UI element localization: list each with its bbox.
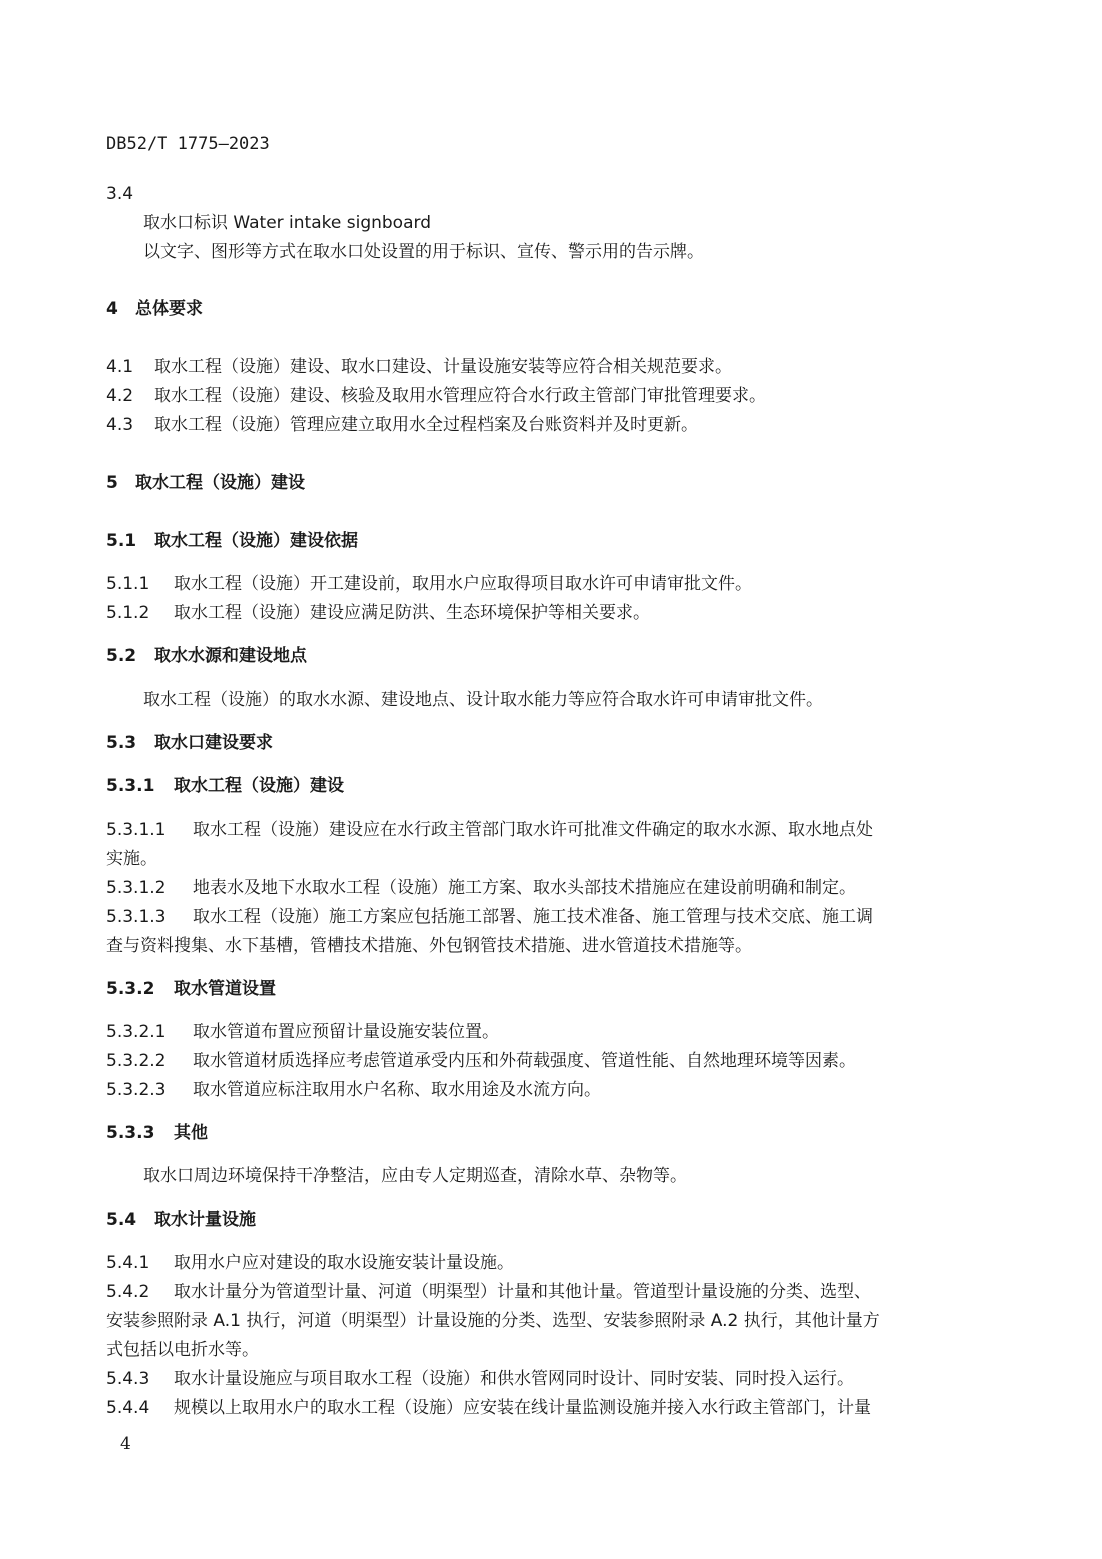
- clause-text: 取用水户应对建设的取水设施安装计量设施。: [174, 1253, 514, 1273]
- page-number: 4: [120, 1434, 131, 1454]
- subsection-number: 5.1: [106, 531, 137, 551]
- clause: [106, 1252, 514, 1274]
- section-title: 总体要求: [135, 299, 203, 319]
- clause: [106, 1397, 871, 1419]
- clause-text: 取水工程（设施）建设应在水行政主管部门取水许可批准文件确定的取水水源、取水地点处: [193, 820, 873, 840]
- subsection-title: 取水工程（设施）建设依据: [154, 531, 358, 551]
- clause-number: 5.1.2: [106, 603, 150, 623]
- clause-number: 5.4.4: [106, 1398, 150, 1418]
- clause-number: 5.4.3: [106, 1369, 150, 1389]
- clause-number: 5.3.2.1: [106, 1022, 166, 1042]
- clause-text: 取水计量分为管道型计量、河道（明渠型）计量和其他计量。管道型计量设施的分类、选型、: [174, 1282, 871, 1302]
- paragraph: 取水口周边环境保持干净整洁，应由专人定期巡查，清除水草、杂物等。: [143, 1166, 687, 1186]
- paragraph: 取水工程（设施）的取水水源、建设地点、设计取水能力等应符合取水许可申请审批文件。: [143, 690, 823, 710]
- subsection-heading: [106, 732, 273, 754]
- clause-number: 5.3.1.1: [106, 820, 166, 840]
- clause: [106, 414, 698, 436]
- term-definition: 以文字、图形等方式在取水口处设置的用于标识、宣传、警示用的告示牌。: [143, 242, 704, 262]
- subsection-number: 5.3.1: [106, 776, 155, 796]
- clause-text: 取水计量设施应与项目取水工程（设施）和供水管网同时设计、同时安装、同时投入运行。: [174, 1369, 854, 1389]
- subsection-heading: [106, 645, 307, 667]
- clause-number: 4.3: [106, 415, 134, 435]
- clause: [106, 385, 766, 407]
- term-title: 取水口标识 Water intake signboard: [143, 213, 431, 233]
- clause: [106, 1021, 499, 1043]
- subsection-title: 取水管道设置: [174, 979, 276, 999]
- clause-number: 3.4: [106, 184, 134, 204]
- section-number: 4: [106, 299, 118, 319]
- clause-number: 5.3.2.2: [106, 1051, 166, 1071]
- clause-number: 5.3.1.3: [106, 907, 166, 927]
- clause-text-continuation: 安装参照附录 A.1 执行，河道（明渠型）计量设施的分类、选型、安装参照附录 A.2 执行，其他计量方: [106, 1311, 880, 1331]
- subsection-heading: [106, 1122, 208, 1144]
- clause-text: 取水工程（设施）开工建设前，取用水户应取得项目取水许可申请审批文件。: [174, 574, 752, 594]
- subsection-heading: [106, 530, 358, 552]
- subsection-heading: [106, 775, 344, 797]
- subsection-heading: [106, 1209, 256, 1231]
- subsection-heading: [106, 978, 276, 1000]
- section-title: 取水工程（设施）建设: [135, 473, 305, 493]
- clause-number: 4.1: [106, 357, 134, 377]
- clause: [106, 1050, 856, 1072]
- clause: [106, 906, 873, 928]
- clause: [106, 1281, 871, 1303]
- clause: [106, 877, 856, 899]
- subsection-number: 5.3: [106, 733, 137, 753]
- subsection-title: 取水计量设施: [154, 1210, 256, 1230]
- clause: [106, 1368, 854, 1390]
- clause-text: 取水工程（设施）建设、核验及取用水管理应符合水行政主管部门审批管理要求。: [154, 386, 766, 406]
- clause-number: 5.1.1: [106, 574, 150, 594]
- clause: [106, 602, 650, 624]
- clause-text: 取水管道应标注取用水户名称、取水用途及水流方向。: [193, 1080, 601, 1100]
- clause-text: 地表水及地下水取水工程（设施）施工方案、取水头部技术措施应在建设前明确和制定。: [193, 878, 856, 898]
- subsection-number: 5.3.2: [106, 979, 155, 999]
- clause: [106, 819, 873, 841]
- section-heading: [106, 298, 203, 320]
- subsection-number: 5.2: [106, 646, 137, 666]
- subsection-number: 5.4: [106, 1210, 137, 1230]
- section-number: 5: [106, 473, 118, 493]
- subsection-title: 取水水源和建设地点: [154, 646, 307, 666]
- clause-text: 取水管道布置应预留计量设施安装位置。: [193, 1022, 499, 1042]
- clause: [106, 356, 732, 378]
- clause: [106, 573, 752, 595]
- clause-text-continuation: 查与资料搜集、水下基槽，管槽技术措施、外包钢管技术措施、进水管道技术措施等。: [106, 936, 752, 956]
- subsection-title: 取水口建设要求: [154, 733, 273, 753]
- clause-text: 取水工程（设施）建设应满足防洪、生态环境保护等相关要求。: [174, 603, 650, 623]
- subsection-number: 5.3.3: [106, 1123, 155, 1143]
- clause-text-continuation: 式包括以电折水等。: [106, 1340, 259, 1360]
- clause-text: 规模以上取用水户的取水工程（设施）应安装在线计量监测设施并接入水行政主管部门，计量: [174, 1398, 871, 1418]
- section-heading: [106, 472, 305, 494]
- clause-number: 5.3.2.3: [106, 1080, 166, 1100]
- subsection-title: 其他: [174, 1123, 208, 1143]
- clause-number: 4.2: [106, 386, 134, 406]
- clause-text-continuation: 实施。: [106, 849, 157, 869]
- clause-text: 取水工程（设施）管理应建立取用水全过程档案及台账资料并及时更新。: [154, 415, 698, 435]
- clause-text: 取水工程（设施）建设、取水口建设、计量设施安装等应符合相关规范要求。: [154, 357, 732, 377]
- clause-text: 取水工程（设施）施工方案应包括施工部署、施工技术准备、施工管理与技术交底、施工调: [193, 907, 873, 927]
- clause-number: 5.4.2: [106, 1282, 150, 1302]
- clause-number: 5.3.1.2: [106, 878, 166, 898]
- clause-text: 取水管道材质选择应考虑管道承受内压和外荷载强度、管道性能、自然地理环境等因素。: [193, 1051, 856, 1071]
- clause-number: 5.4.1: [106, 1253, 150, 1273]
- doc-code-header: DB52/T 1775—2023: [106, 134, 270, 154]
- clause: [106, 1079, 601, 1101]
- subsection-title: 取水工程（设施）建设: [174, 776, 344, 796]
